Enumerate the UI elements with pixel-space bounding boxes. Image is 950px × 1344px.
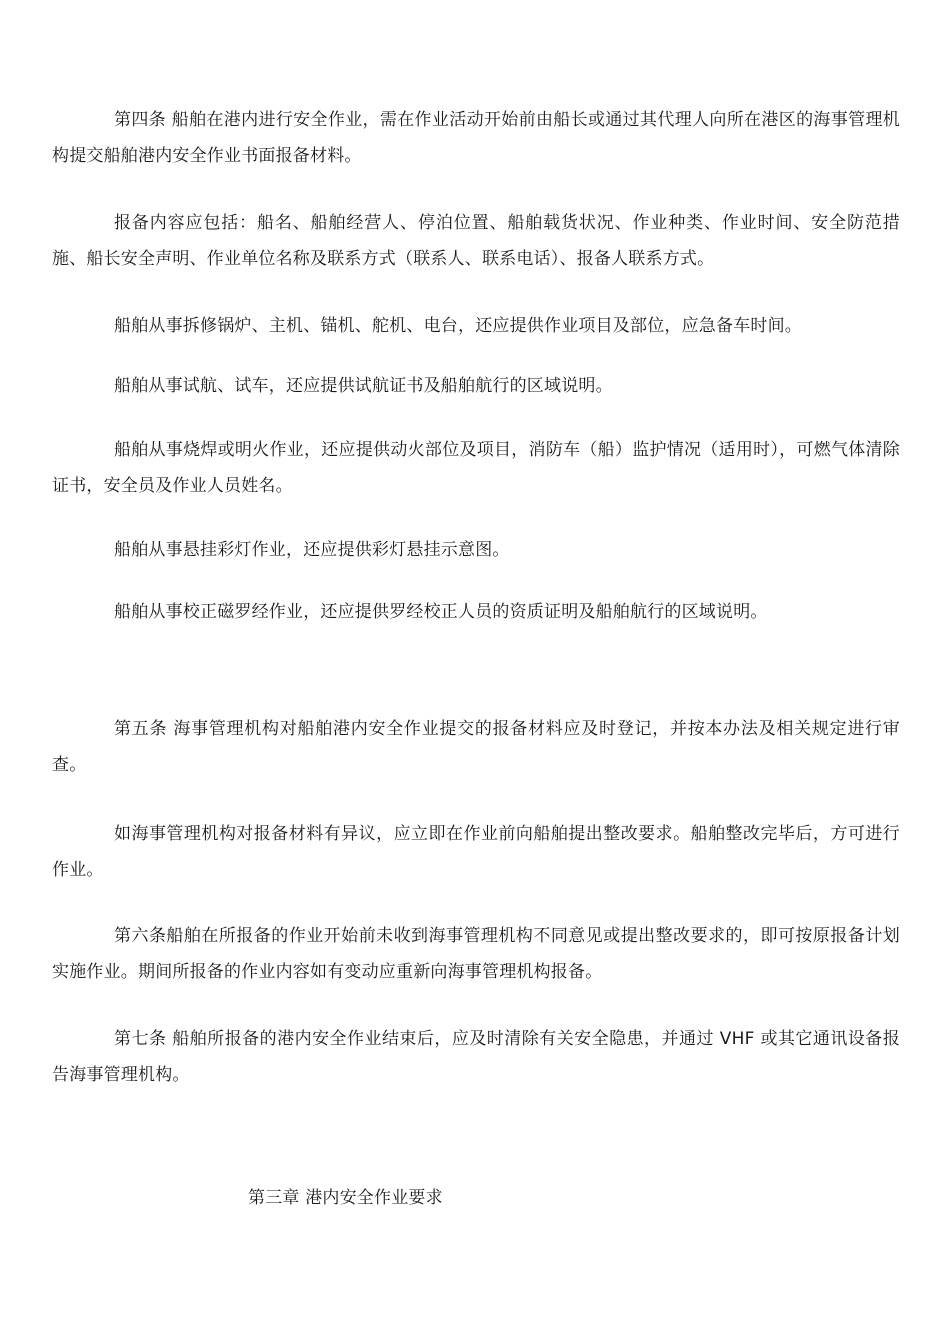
article-4-paragraph: 第四条 船舶在港内进行安全作业，需在作业活动开始前由船长或通过其代理人向所在港区的海事管理机构提交船舶港内安全作业书面报备材料。 (52, 110, 900, 166)
article-6-paragraph: 第六条船舶在所报备的作业开始前未收到海事管理机构不同意见或提出整改要求的，即可按原报备计划实施作业。期间所报备的作业内容如有变动应重新向海事管理机构报备。 (52, 926, 900, 982)
objection-paragraph: 如海事管理机构对报备材料有异议，应立即在作业前向船舶提出整改要求。船舶整改完毕后，方可进行作业。 (52, 824, 900, 880)
repair-work-paragraph: 船舶从事拆修锅炉、主机、锚机、舵机、电台，还应提供作业项目及部位，应急备车时间。 (114, 316, 802, 336)
lights-work-paragraph: 船舶从事悬挂彩灯作业，还应提供彩灯悬挂示意图。 (114, 540, 510, 560)
compass-work-paragraph: 船舶从事校正磁罗经作业，还应提供罗经校正人员的资质证明及船舶航行的区域说明。 (114, 602, 768, 622)
sea-trial-paragraph: 船舶从事试航、试车，还应提供试航证书及船舶航行的区域说明。 (114, 376, 613, 396)
chapter-heading: 第三章 港内安全作业要求 (248, 1188, 443, 1208)
article-5-paragraph: 第五条 海事管理机构对船舶港内安全作业提交的报备材料应及时登记，并按本办法及相关规定进行审查。 (52, 719, 900, 775)
report-contents-paragraph: 报备内容应包括：船名、船舶经营人、停泊位置、船舶载货状况、作业种类、作业时间、安全防范措施、船长安全声明、作业单位名称及联系方式（联系人、联系电话）、报备人联系方式。 (52, 213, 900, 269)
article-7-paragraph: 第七条 船舶所报备的港内安全作业结束后，应及时清除有关安全隐患，并通过 VHF 或其它通讯设备报告海事管理机构。 (52, 1029, 900, 1085)
welding-work-paragraph: 船舶从事烧焊或明火作业，还应提供动火部位及项目，消防车（船）监护情况（适用时），可燃气体清除证书，安全员及作业人员姓名。 (52, 440, 900, 496)
